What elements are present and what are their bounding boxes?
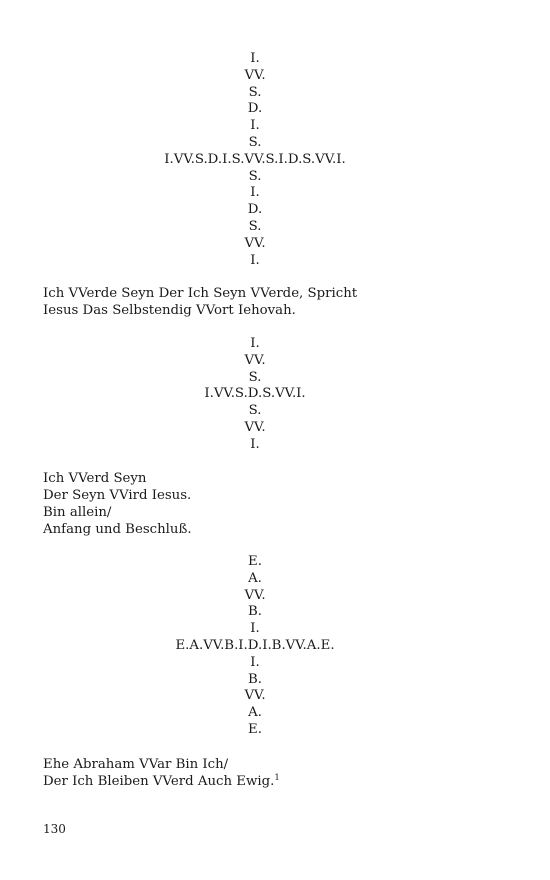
verse-line: Ich VVerd Seyn <box>43 471 147 486</box>
cross-line: B. <box>248 604 262 620</box>
cross-line: I. <box>250 51 260 66</box>
cross-center-line: E.A.VV.B.I.D.I.B.VV.A.E. <box>175 637 335 653</box>
cross-line: E. <box>248 554 262 569</box>
verse-3 <box>43 756 503 790</box>
cross-line: I. <box>250 252 260 268</box>
cross-line: VV. <box>244 688 266 704</box>
letter-cross-2 <box>0 336 510 454</box>
cross-line: VV. <box>244 67 266 83</box>
verse-line: Ich VVerde Seyn Der Ich Seyn VVerde, Spricht <box>43 286 358 301</box>
cross-line: S. <box>248 403 262 419</box>
letter-cross-3 <box>0 554 510 739</box>
cross-line: D. <box>247 202 263 218</box>
cross-line: B. <box>248 671 262 687</box>
verse-line: Ehe Abraham VVar Bin Ich/ <box>43 757 229 772</box>
cross-line: I. <box>250 185 260 201</box>
verse-line-with-footnote <box>43 773 503 790</box>
footnote-marker[interactable]: 1 <box>274 773 280 783</box>
cross-center-line: I.VV.S.D.I.S.VV.S.I.D.S.VV.I. <box>164 151 346 167</box>
cross-line: S. <box>248 168 262 184</box>
cross-line: S. <box>248 369 262 385</box>
page-number: 130 <box>43 822 66 836</box>
verse-line: Iesus Das Selbstendig VVort Iehovah. <box>43 303 296 318</box>
cross-line: VV. <box>244 587 266 603</box>
verse-line-text: Der Ich Bleiben VVerd Auch Ewig. <box>43 774 275 789</box>
cross-line: S. <box>248 84 262 100</box>
cross-line: A. <box>248 705 262 721</box>
cross-line: I. <box>250 118 260 134</box>
verse-line: Der Seyn VVird Iesus. <box>43 488 192 503</box>
cross-line: I. <box>250 621 260 637</box>
letter-cross-1 <box>0 51 510 269</box>
cross-line: VV. <box>244 419 266 435</box>
cross-line: D. <box>247 101 263 117</box>
cross-line: A. <box>248 570 262 586</box>
cross-line: I. <box>250 336 260 351</box>
cross-center-line: I.VV.S.D.S.VV.I. <box>204 386 306 402</box>
cross-line: S. <box>248 218 262 234</box>
cross-line: VV. <box>244 235 266 251</box>
verse-line: Bin allein/ <box>43 505 112 520</box>
verse-1 <box>43 285 503 319</box>
cross-line: VV. <box>244 352 266 368</box>
verse-2 <box>43 470 503 538</box>
verse-line: Anfang und Beschluß. <box>43 522 192 537</box>
cross-line: S. <box>248 134 262 150</box>
cross-line: E. <box>248 721 262 737</box>
cross-line: I. <box>250 654 260 670</box>
cross-line: I. <box>250 436 260 452</box>
